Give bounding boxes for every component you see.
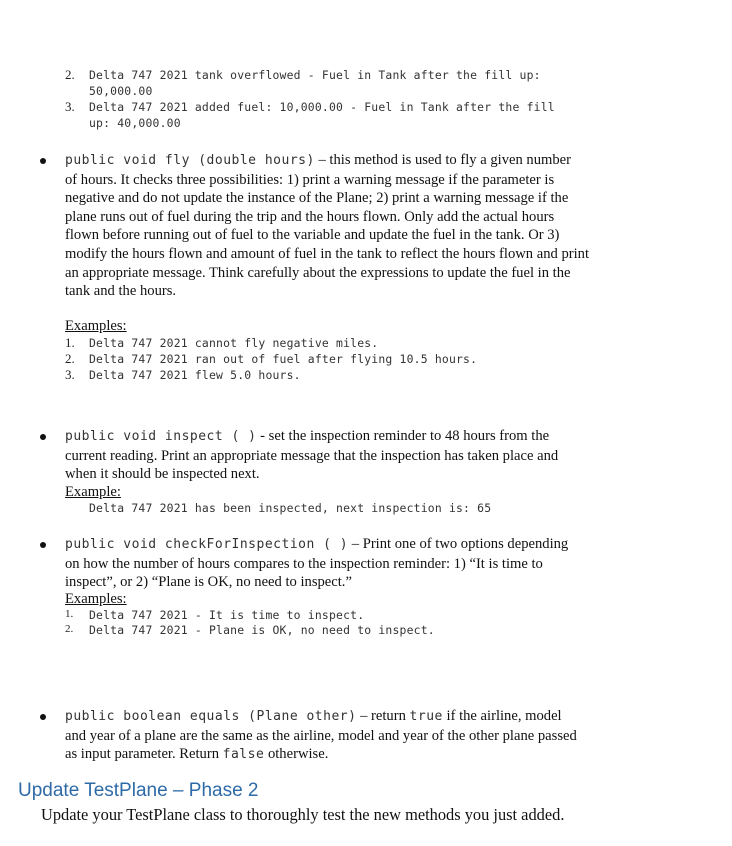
section-heading: Update TestPlane – Phase 2	[18, 780, 259, 801]
fly-text-line: of hours. It checks three possibilities: 1) print a warning message if the parameter is	[65, 171, 555, 188]
fly-example-line: Delta 747 2021 ran out of fuel after flying 10.5 hours.	[89, 352, 478, 366]
bullet-icon	[40, 158, 46, 164]
section-text: Update your TestPlane class to thoroughly test the new methods you just added.	[41, 805, 565, 824]
equals-text-line: and year of a plane are the same as the airline, model and year of the other plane passed	[65, 727, 577, 744]
equals-false-code: false	[222, 747, 265, 763]
list-number: 2.	[65, 67, 75, 82]
list-item-text-cont: up: 40,000.00	[89, 116, 181, 130]
equals-text: as input parameter. Return	[65, 746, 219, 763]
inspect-text-line: - set the inspection reminder to 48 hours from the	[260, 428, 550, 444]
inspect-method-description	[65, 427, 665, 484]
example-number: 3.	[65, 367, 75, 382]
fly-text-line: tank and the hours.	[65, 283, 177, 300]
check-text-line: on how the number of hours compares to the inspection reminder: 1) “It is time to	[65, 555, 543, 572]
inspect-text-line: current reading. Print an appropriate message that the inspection has taken place and	[65, 447, 559, 464]
inspect-text-line: when it should be inspected next.	[65, 466, 260, 483]
fly-text-line: negative and do not update the instance of the Plane; 2) print a warning message if the	[65, 190, 569, 207]
fly-text-line: – this method is used to fly a given number	[318, 152, 571, 168]
check-signature: public void checkForInspection ( )	[65, 537, 349, 552]
inspect-signature: public void inspect ( )	[65, 429, 257, 444]
fly-signature: public void fly (double hours)	[65, 153, 315, 168]
fly-text-line: an appropriate message. Think carefully about the expressions to update the fuel in the	[65, 264, 571, 281]
example-number: 2.	[65, 351, 75, 366]
check-examples-label: Examples:	[65, 591, 127, 607]
equals-method-description	[65, 707, 685, 765]
equals-true-code: true	[409, 709, 443, 724]
check-text-line: – Print one of two options depending	[351, 536, 569, 552]
fly-text-line: plane runs out of fuel during the trip and the hours flown. Only add the actual hours	[65, 208, 555, 225]
list-number: 3.	[65, 99, 75, 114]
bullet-icon	[40, 714, 46, 720]
fly-text-line: flown before running out of fuel to the variable and update the fuel in the tank. Or 3)	[65, 227, 560, 244]
equals-signature: public boolean equals (Plane other)	[65, 709, 357, 724]
fly-text-line: modify the hours flown and amount of fuel in the tank to reflect the hours flown and print	[65, 245, 590, 262]
bullet-icon	[40, 434, 46, 440]
equals-text: otherwise.	[267, 746, 329, 763]
check-example-line: Delta 747 2021 - It is time to inspect.	[89, 608, 365, 622]
bullet-icon	[40, 542, 46, 548]
check-method-description	[65, 535, 685, 592]
fly-example-line: Delta 747 2021 cannot fly negative miles.	[89, 336, 379, 350]
check-text-line: inspect”, or 2) “Plane is OK, no need to inspect.”	[65, 574, 352, 591]
inspect-example-line: Delta 747 2021 has been inspected, next inspection is: 65	[89, 501, 492, 515]
fly-method-description	[65, 151, 665, 301]
list-item-text-cont: 50,000.00	[89, 84, 153, 98]
check-example-line: Delta 747 2021 - Plane is OK, no need to inspect.	[89, 623, 435, 637]
example-number: 2.	[65, 623, 74, 635]
equals-text: – return	[360, 708, 406, 724]
list-item-text: Delta 747 2021 added fuel: 10,000.00 - Fuel in Tank after the fill	[89, 100, 555, 114]
fly-example-line: Delta 747 2021 flew 5.0 hours.	[89, 368, 301, 382]
example-number: 1.	[65, 608, 74, 620]
list-item-text: Delta 747 2021 tank overflowed - Fuel in Tank after the fill up:	[89, 68, 541, 82]
fly-examples-label: Examples:	[65, 318, 127, 334]
inspect-example-label: Example:	[65, 484, 121, 500]
example-number: 1.	[65, 335, 75, 350]
equals-text: if the airline, model	[446, 708, 562, 724]
